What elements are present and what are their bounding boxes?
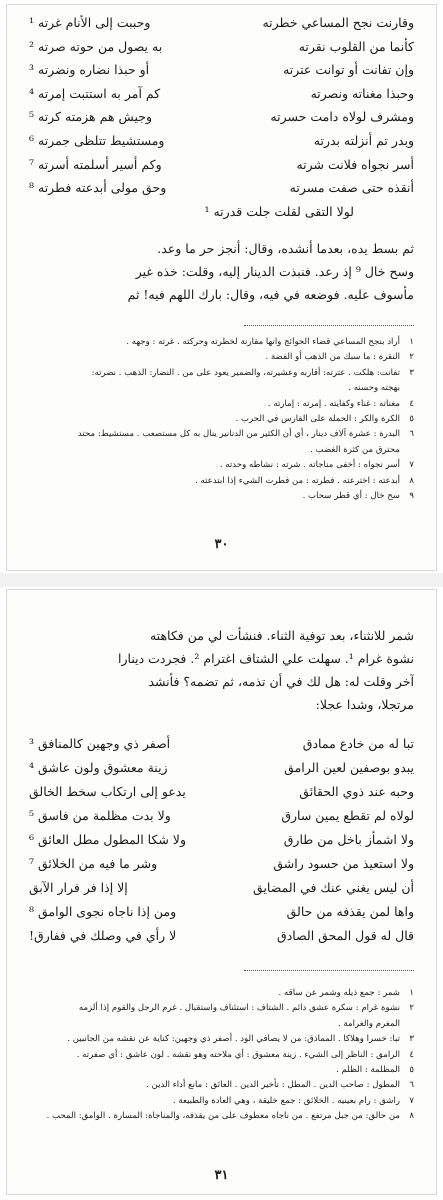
footnote: [29, 458, 414, 473]
footnote: [29, 1001, 414, 1016]
footnote-text: شمر : جمع ذيله وشمر عن ساقه .: [278, 988, 400, 998]
footnote-text: الكرة والكر : الحملة على الفارس في الحرب .: [235, 414, 400, 425]
verse-second-hemistich: أصفر ذي وجهين كالمنافق ³: [29, 736, 171, 751]
verse-line: [29, 924, 414, 948]
footnote-number: ٣: [409, 1034, 414, 1045]
verse-second-hemistich: زينة معشوق ولون عاشق ⁴: [29, 760, 168, 775]
footnote: [29, 1048, 414, 1063]
verse-first-hemistich: ومشرف لولاه دامت حسرته: [270, 109, 414, 125]
footnote: [29, 427, 414, 442]
prose-line: نشوة غرام ¹. سهلت علي الشتاف اغترام ². فجردت دينارا: [118, 651, 414, 666]
footnote: [29, 335, 414, 350]
footnotes: [29, 335, 414, 504]
footnote-number: ٨: [409, 475, 414, 486]
verse-second-hemistich: كم آمر به استتبت إمرته ⁴: [29, 85, 161, 101]
footnote-continuation: [29, 443, 414, 458]
footnote-separator: [244, 325, 414, 326]
footnote-number: ٩: [409, 491, 414, 502]
footnote-text: النقرة : ما سبك من الذهب أو الفضة .: [265, 352, 400, 363]
verse-line: [29, 756, 414, 780]
verse-line: [29, 876, 414, 900]
footnote-continuation: [29, 381, 414, 396]
footnote-text: المظلمة : الظلم .: [336, 1065, 400, 1076]
verse-line: [29, 200, 414, 224]
footnote-number: ٦: [409, 1080, 414, 1091]
prose-paragraph: [29, 237, 414, 306]
footnote-number: ٦: [409, 429, 414, 440]
verse-first-hemistich: تبا له من خادع ممادق: [302, 736, 414, 751]
verse-second-hemistich: ولا شكا المطول مطل العائق ⁶: [29, 832, 186, 847]
verse-first-hemistich: لولاه لم تقطع يمين سارق: [281, 808, 414, 823]
verse-line: [29, 11, 414, 35]
footnote: [29, 350, 414, 365]
footnote-number: ٢: [409, 352, 414, 363]
verse-second-hemistich: وشر ما فيه من الخلائق ⁷: [29, 856, 158, 871]
footnote-number: ٨: [409, 1111, 414, 1122]
verse-second-hemistich: إلا إذا فر فرار الآبق: [29, 880, 128, 895]
footnote-number: ١: [409, 988, 414, 998]
footnote: [29, 489, 414, 504]
footnote-text: تفانت: هلكت . عترته: أقاربه وعشيرته، والضمير يعود على من . النضار: الذهب . نضرته:: [91, 367, 400, 378]
verse-second-hemistich: ومن إذا ناجاه نجوى الوامق ⁸: [29, 904, 177, 919]
footnote-text: محترق من كثرة الغضب .: [310, 444, 400, 455]
prose-line: شمر للانثناء، بعد توفية الثناء. فنشأت لي من فكاهته: [149, 628, 414, 643]
verse-line: [29, 129, 414, 153]
footnote-text: الرامق : الناظر إلى الشيء . زينة معشوق : أي ملاحته وهو نقشه . لون عاشق : أي صفرته .: [76, 1049, 400, 1060]
footnote-number: ٧: [409, 1095, 414, 1106]
verse-second-hemistich: به يصول من حوته صرته ²: [29, 38, 163, 54]
footnote: [29, 986, 414, 1001]
poem-block: [29, 732, 414, 948]
prose-line: مرتجلا، وشدا عجلا:: [315, 697, 414, 712]
verse-first-hemistich: وإن تفانت أو توانت عترته: [283, 62, 414, 78]
footnote-text: بهجته وحسنه .: [348, 383, 400, 394]
footnote-number: ٥: [409, 414, 414, 425]
footnote-number: ٥: [409, 1065, 414, 1076]
verse-first-hemistich: يبدو بوصفين لعين الرامق: [284, 760, 414, 775]
footnote-number: ٧: [409, 460, 414, 471]
verse-first-hemistich: وحبذا مغناته ونصرته: [310, 85, 414, 101]
footnote-continuation: [29, 1017, 414, 1032]
footnote: [29, 397, 414, 412]
footnote-separator: [244, 970, 414, 971]
footnote-text: البدرة : عشرة آلاف دينار ، أي أن الكثير من الدنانير ينال به كل مستصعب . مستشيط: محتد: [77, 429, 400, 440]
verse-first-hemistich: وقارنت نجح المساعي خطرته: [262, 15, 414, 30]
verse-first-hemistich: أن ليس يغني عنك في المضايق: [253, 880, 414, 895]
verse-line: [29, 176, 414, 200]
prose-paragraph: [29, 624, 414, 716]
footnote: [29, 412, 414, 427]
verse-line: [29, 58, 414, 82]
verse-first-hemistich: وحبه عند ذوي الحقائق: [299, 784, 414, 799]
footnote-number: ٢: [409, 1003, 414, 1014]
footnote-number: ٣: [409, 367, 414, 378]
verse-line: [29, 105, 414, 129]
footnote: [29, 1032, 414, 1047]
footnote-text: نشوة غرام : سكرة عشق دائم . الشتاف : استئناف واستقبال . غرم الرجل والقوم إذا ألزمه: [78, 1003, 400, 1014]
verse-line: [29, 82, 414, 106]
footnote-number: ١: [409, 337, 414, 347]
footnote-text: المغرم والغرامة .: [337, 1018, 400, 1029]
footnote-text: أراد بنجح المساعي قضاء الحوائج وانها مقارنة لخطرته وحركته . غرته : وجهه .: [126, 337, 400, 347]
verse-second-hemistich: يدعو إلى ارتكاب سخط الخالق: [29, 784, 186, 799]
footnote: [29, 1063, 414, 1078]
verse-line: [29, 852, 414, 876]
page-number: ٣١: [214, 1168, 229, 1183]
footnote-text: من حالق: من جبل مرتفع . من ناجاه معطوف على من يقذفه، والمناجاة: المسارة . الوامق: المحب .: [46, 1111, 400, 1122]
verse-second-hemistich: ومستشيط تتلظى جمرته ⁶: [29, 132, 165, 148]
footnotes: [29, 986, 414, 1125]
verse-first-hemistich: واها لمن يقذفه من حالق: [286, 904, 414, 919]
footnote-text: راشق : رام بعينيه . الخلائق : جمع خليقة ، وهي العادة والطبيعة .: [172, 1095, 400, 1106]
verse-line: [29, 153, 414, 177]
footnote: [29, 474, 414, 489]
prose-line: وسح خال ⁹ إذ رعد. فنبذت الدينار إليه، وقلت: خذه غير: [135, 264, 414, 279]
verse-second-hemistich: أو حبذا نضاره ونضرته ³: [29, 62, 150, 78]
verse-second-hemistich: وحق مولى أبدعته فطرته ⁸: [29, 180, 167, 196]
footnote-text: سح خال : أي قطر سحاب .: [302, 491, 400, 502]
verse-second-hemistich: وكم أسير أسلمته أسرته ⁷: [29, 156, 162, 172]
verse-second-hemistich: وحببت إلى الأنام غرته ¹: [29, 15, 151, 30]
footnote-text: أبدعته : اخترعته . فطرته : من فطرت الشيء إذا ابتدعته .: [194, 475, 400, 486]
prose-line: مأسوف عليه. فوضعه في فيه، وقال: بارك اللهم فيه! ثم: [127, 287, 414, 302]
verse-first-hemistich: كأنما من القلوب نقرته: [298, 38, 414, 54]
footnote: [29, 1078, 414, 1093]
verse-first-hemistich: أنقذه حتى صفت مسرته: [289, 180, 414, 196]
verse-second-hemistich: لا رأي في وصلك في ففارق!: [29, 928, 177, 943]
verse-first-hemistich: ولا اشمأز باخل من طارق: [283, 832, 414, 847]
prose-line: ثم بسط يده، بعدما أنشده، وقال: أنجز حر ما وعد.: [157, 241, 414, 256]
prose-line: آخر وقلت له: هل لك في أن تذمه، ثم تضمه؟ فأنشد: [148, 674, 414, 689]
verse-first-hemistich: قال له قول المحق الصادق: [277, 928, 414, 943]
verse-second-hemistich: ولا بدت مظلمة من فاسق ⁵: [29, 808, 171, 823]
page-number: ٣٠: [214, 537, 229, 552]
book-page-31: [6, 589, 437, 1195]
verse-line: [29, 35, 414, 59]
footnote-text: المطول : صاحب الدين . المطل : تأخير الدين . العائق : مانع أداء الدين .: [146, 1080, 400, 1091]
verse-line: [29, 900, 414, 924]
verse-line: [29, 804, 414, 828]
page-gap: [0, 573, 443, 587]
verse-first-hemistich: ولا استعيذ من حسود راشق: [273, 856, 414, 871]
verse-line: [29, 732, 414, 756]
footnote-number: ٤: [409, 1049, 414, 1060]
verse-line: [29, 828, 414, 852]
footnote-text: أسر نجواه : أخفى مناجاته . شرته : نشاطه وحدته .: [219, 460, 400, 471]
verse-second-hemistich: وجيش هم هزمته كرته ⁵: [29, 109, 152, 125]
footnote-text: تبا: خسرا وهلاكا . المماذق: من لا يصافي الود . أصفر ذي وجهين: كناية عن نقشه من الجانبين .: [67, 1034, 400, 1045]
verse-single-line: لولا التقى لقلت جلت قدرته ¹: [204, 203, 354, 219]
footnote: [29, 366, 414, 381]
footnote-text: مغناته : غناء وكفايته . إمرته : إمارته .: [267, 398, 400, 409]
poem-block: [29, 11, 414, 223]
verse-first-hemistich: أسر نجواه فلانت شرته: [296, 156, 414, 172]
verse-first-hemistich: وبدر تم أنزلته بدرته: [313, 132, 414, 148]
verse-line: [29, 780, 414, 804]
footnote: [29, 1109, 414, 1124]
footnote: [29, 1094, 414, 1109]
book-page-30: [6, 4, 437, 571]
footnote-number: ٤: [409, 398, 414, 409]
